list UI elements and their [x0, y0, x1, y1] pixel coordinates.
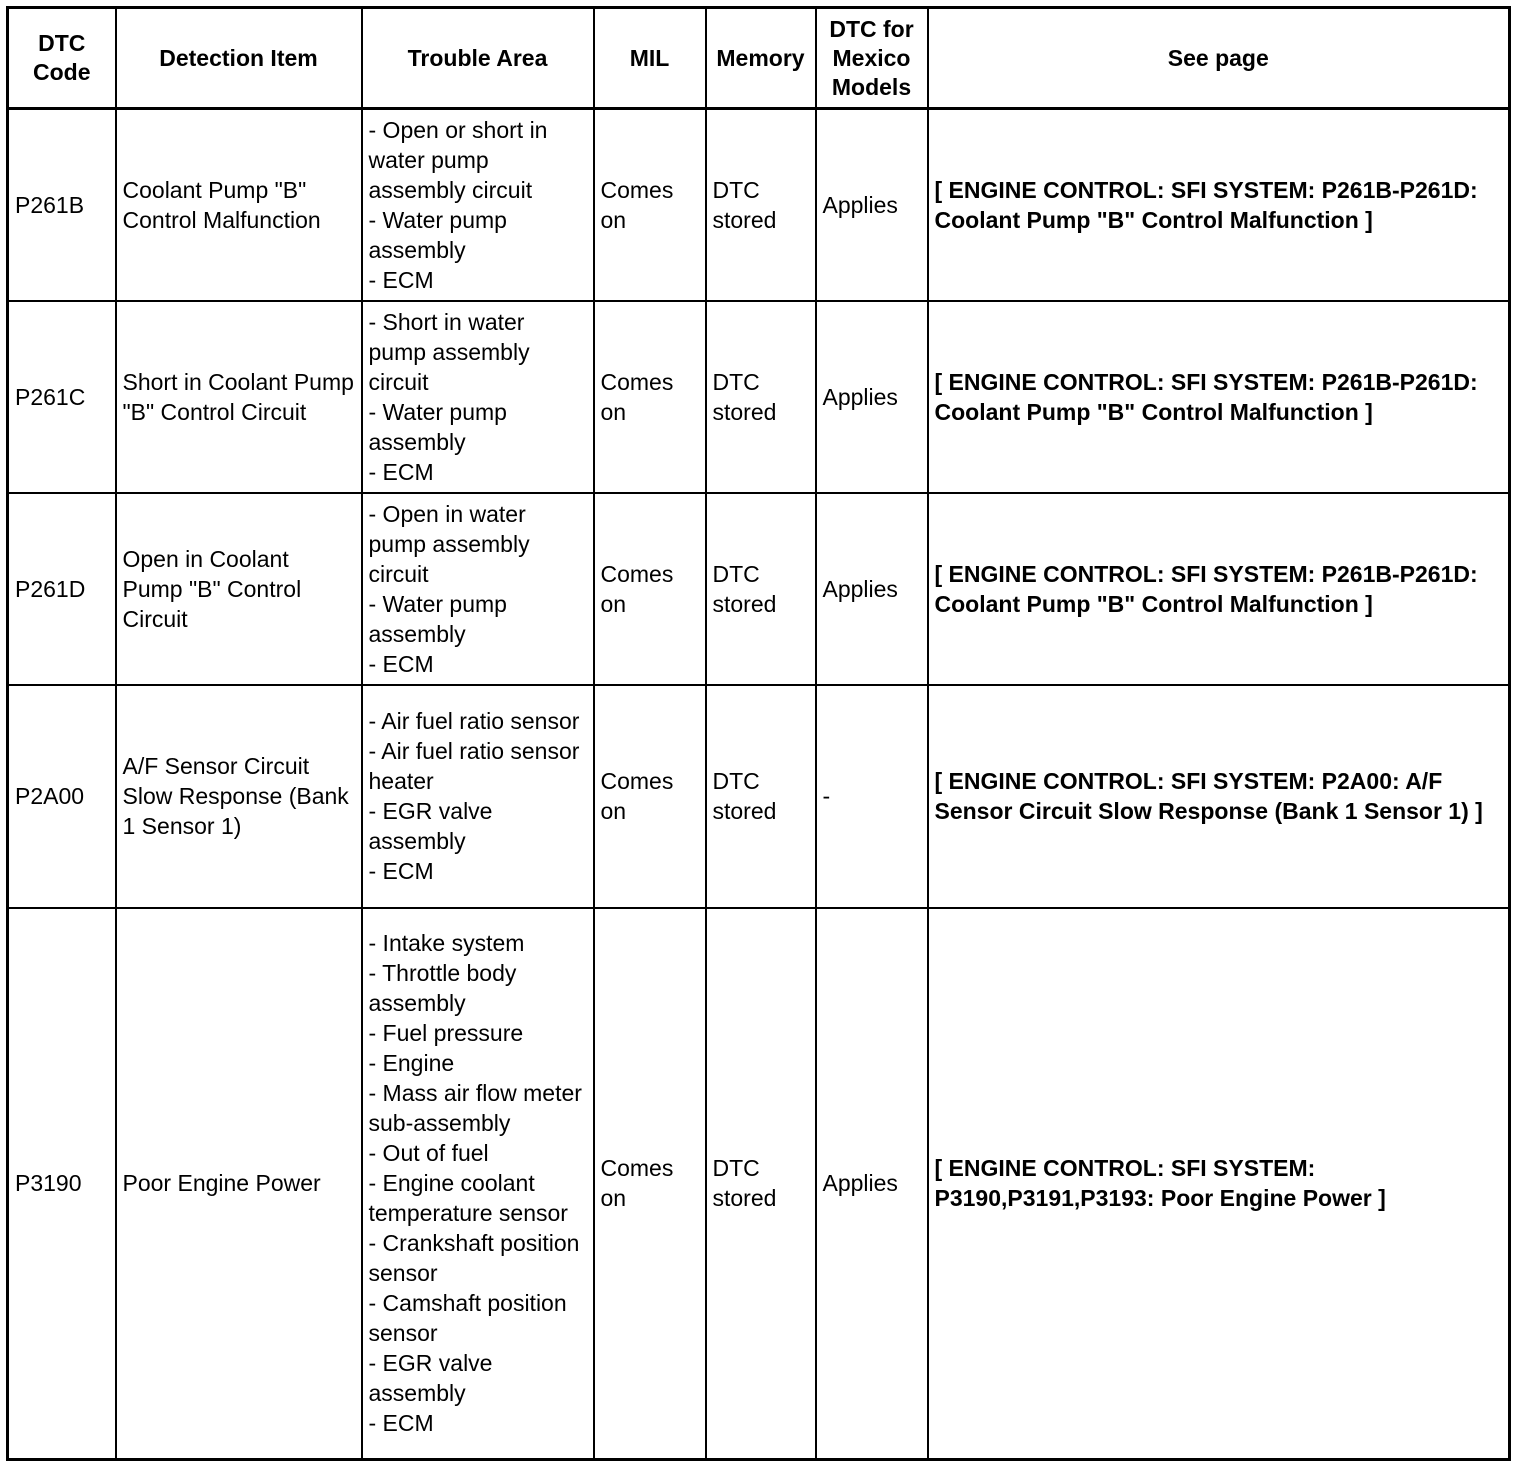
trouble-area-item: - Crankshaft position sensor: [368, 1230, 580, 1287]
table-row: [8, 908, 1510, 1460]
trouble-area-item: - Mass air flow meter sub-assembly: [368, 1080, 582, 1137]
trouble-area-item: - Short in water pump assembly circuit: [368, 308, 530, 395]
dtc-table: [6, 6, 1511, 1461]
table-row: [8, 109, 1510, 301]
mexico-models-cell: Applies: [816, 109, 928, 301]
trouble-area-item: - Water pump assembly: [368, 206, 507, 263]
trouble-area-item: - Water pump assembly: [368, 398, 507, 455]
memory-cell: DTC stored: [706, 301, 816, 493]
trouble-area-item: - EGR valve assembly: [368, 1350, 493, 1407]
dtc-code-cell: P2A00: [8, 685, 116, 908]
memory-cell: DTC stored: [706, 908, 816, 1460]
table-row: [8, 301, 1510, 493]
header-dtc-code: DTC Code: [8, 8, 116, 109]
trouble-area-item: - Fuel pressure: [368, 1020, 524, 1047]
trouble-area-item: - Engine coolant temperature sensor: [368, 1170, 568, 1227]
trouble-area-item: - ECM: [368, 266, 434, 293]
trouble-area-item: - Camshaft position sensor: [368, 1290, 567, 1347]
detection-item-cell: Open in Coolant Pump "B" Control Circuit: [116, 493, 362, 685]
dtc-code-cell: P3190: [8, 908, 116, 1460]
trouble-area-cell: [362, 685, 594, 908]
see-page-link[interactable]: [ ENGINE CONTROL: SFI SYSTEM: P261B-P261D: Coolant Pump "B" Control Malfunction ]: [928, 109, 1510, 301]
trouble-area-item: - EGR valve assembly: [368, 798, 493, 854]
memory-cell: DTC stored: [706, 493, 816, 685]
mexico-models-cell: -: [816, 685, 928, 908]
mil-cell: Comes on: [594, 301, 706, 493]
table-header: [8, 8, 1510, 109]
header-see-page: See page: [928, 8, 1510, 109]
trouble-area-item: - Air fuel ratio sensor heater: [368, 738, 580, 794]
trouble-area-item: - Air fuel ratio sensor: [368, 708, 580, 734]
mexico-models-cell: Applies: [816, 301, 928, 493]
memory-cell: DTC stored: [706, 109, 816, 301]
mil-cell: Comes on: [594, 908, 706, 1460]
dtc-code-cell: P261C: [8, 301, 116, 493]
trouble-area-cell: [362, 493, 594, 685]
trouble-area-item: - ECM: [368, 858, 434, 884]
trouble-area-item: - ECM: [368, 650, 434, 677]
header-mexico-models: DTC for Mexico Models: [816, 8, 928, 109]
trouble-area-item: - ECM: [368, 1410, 434, 1437]
trouble-area-item: - Water pump assembly: [368, 590, 507, 647]
mil-cell: Comes on: [594, 109, 706, 301]
mexico-models-cell: Applies: [816, 493, 928, 685]
detection-item-cell: Poor Engine Power: [116, 908, 362, 1460]
detection-item-cell: Short in Coolant Pump "B" Control Circuit: [116, 301, 362, 493]
trouble-area-cell: [362, 109, 594, 301]
see-page-link[interactable]: [ ENGINE CONTROL: SFI SYSTEM: P261B-P261D: Coolant Pump "B" Control Malfunction ]: [928, 301, 1510, 493]
mil-cell: Comes on: [594, 493, 706, 685]
trouble-area-item: - Out of fuel: [368, 1140, 489, 1167]
trouble-area-item: - Open in water pump assembly circuit: [368, 500, 530, 587]
table-row: [8, 493, 1510, 685]
trouble-area-item: - Open or short in water pump assembly circuit: [368, 116, 548, 203]
detection-item-cell: A/F Sensor Circuit Slow Response (Bank 1 Sensor 1): [116, 685, 362, 908]
trouble-area-item: - ECM: [368, 458, 434, 485]
table-row: [8, 685, 1510, 908]
mil-cell: Comes on: [594, 685, 706, 908]
trouble-area-cell: [362, 301, 594, 493]
trouble-area-cell: [362, 908, 594, 1460]
memory-cell: DTC stored: [706, 685, 816, 908]
trouble-area-item: - Intake system: [368, 930, 525, 957]
header-memory: Memory: [706, 8, 816, 109]
see-page-link[interactable]: [ ENGINE CONTROL: SFI SYSTEM: P3190,P3191,P3193: Poor Engine Power ]: [928, 908, 1510, 1460]
mexico-models-cell: Applies: [816, 908, 928, 1460]
header-trouble-area: Trouble Area: [362, 8, 594, 109]
header-mil: MIL: [594, 8, 706, 109]
trouble-area-item: - Throttle body assembly: [368, 960, 517, 1017]
see-page-link[interactable]: [ ENGINE CONTROL: SFI SYSTEM: P261B-P261D: Coolant Pump "B" Control Malfunction ]: [928, 493, 1510, 685]
trouble-area-item: - Engine: [368, 1050, 455, 1077]
dtc-code-cell: P261B: [8, 109, 116, 301]
header-detection-item: Detection Item: [116, 8, 362, 109]
see-page-link[interactable]: [ ENGINE CONTROL: SFI SYSTEM: P2A00: A/F Sensor Circuit Slow Response (Bank 1 Sensor 1) ]: [928, 685, 1510, 908]
dtc-code-cell: P261D: [8, 493, 116, 685]
detection-item-cell: Coolant Pump "B" Control Malfunction: [116, 109, 362, 301]
